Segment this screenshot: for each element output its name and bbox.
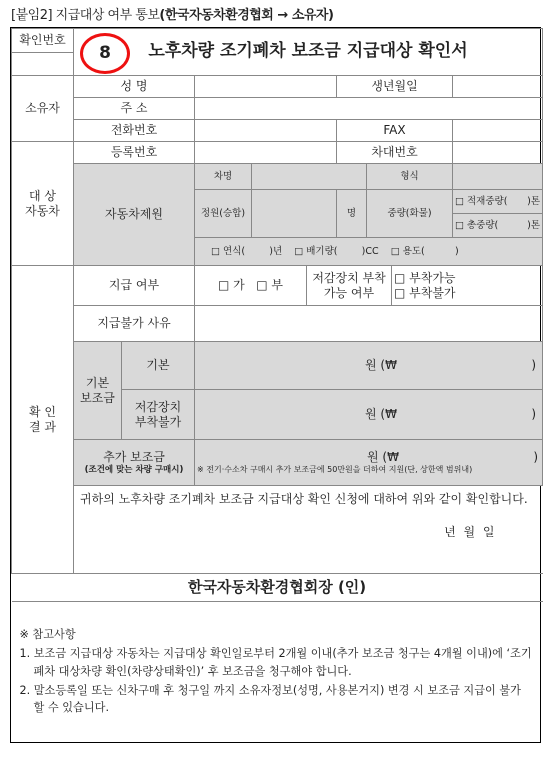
reason-label: 지급불가 사유 bbox=[74, 306, 195, 342]
number-circle: 8 bbox=[80, 33, 130, 74]
device-possible-l2: 가능 여부 bbox=[323, 285, 375, 300]
signer-row bbox=[12, 574, 543, 602]
address-label: 주 소 bbox=[74, 98, 195, 120]
header-bold: (한국자동차환경협회 → 소유자) bbox=[159, 8, 334, 23]
car-name-label: 차명 bbox=[195, 164, 252, 190]
notes-block bbox=[12, 602, 543, 755]
phone-label: 전화번호 bbox=[74, 120, 195, 142]
eligible-label: 지급 여부 bbox=[74, 266, 195, 306]
year-unit: )년 bbox=[269, 245, 283, 257]
form-title-cell bbox=[74, 29, 543, 76]
id-value-field[interactable] bbox=[12, 53, 74, 76]
device-possible-l1: 저감장치 부착 bbox=[312, 270, 386, 285]
eligible-no-checkbox[interactable]: □ 부 bbox=[256, 278, 283, 292]
basic-won: 원 (₩ bbox=[365, 358, 397, 372]
total-weight-label: □ 총중량( bbox=[455, 219, 499, 231]
confirm-block bbox=[74, 486, 543, 574]
vehicle-section-l2: 자동차 bbox=[25, 203, 60, 218]
basic-subsidy-group bbox=[74, 342, 122, 440]
extra-label: 추가 보조금 bbox=[103, 449, 165, 464]
notes-title: ※ 참고사항 bbox=[19, 628, 76, 641]
type-field[interactable] bbox=[453, 164, 543, 190]
reason-field[interactable] bbox=[195, 306, 543, 342]
confirm-text: 귀하의 노후차량 조기폐차 보조금 지급대상 확인 신청에 대하여 위와 같이 확인합니다. bbox=[80, 492, 528, 506]
car-name-field[interactable] bbox=[252, 164, 367, 190]
attach-no-checkbox[interactable]: □ 부착불가 bbox=[394, 285, 456, 300]
chassis-no-field[interactable] bbox=[453, 142, 543, 164]
device-no-l2: 부착불가 bbox=[134, 414, 182, 429]
id-label: 확인번호 bbox=[12, 29, 74, 53]
use-close: ) bbox=[454, 245, 459, 257]
header-text: 지급대상 여부 통보 bbox=[55, 8, 160, 23]
persons-unit: 명 bbox=[337, 190, 367, 238]
address-field[interactable] bbox=[195, 98, 543, 120]
result-section-l1: 확 인 bbox=[29, 404, 56, 419]
extra-note: (조건에 맞는 차량 구매시) bbox=[84, 464, 184, 475]
use-label: □ 용도( bbox=[390, 245, 425, 257]
device-no-won: 원 (₩ bbox=[365, 407, 397, 421]
device-no-amount-field[interactable] bbox=[195, 390, 543, 440]
fax-label: FAX bbox=[337, 120, 453, 142]
capacity-field[interactable] bbox=[252, 190, 337, 238]
load-weight-label: □ 적재중량( bbox=[455, 195, 508, 207]
form-table bbox=[11, 28, 543, 754]
device-no-label bbox=[122, 390, 195, 440]
birth-field[interactable] bbox=[453, 76, 543, 98]
basic-label: 기본 bbox=[122, 342, 195, 390]
basic-subsidy-l1: 기본 bbox=[85, 375, 110, 390]
year-label: □ 연식( bbox=[211, 245, 246, 257]
chassis-no-label: 차대번호 bbox=[337, 142, 453, 164]
owner-section: 소유자 bbox=[12, 76, 74, 142]
vehicle-section-l1: 대 상 bbox=[29, 188, 56, 203]
basic-subsidy-l2: 보조금 bbox=[80, 390, 115, 405]
note-1: 1. 보조금 지급대상 자동차는 지급대상 확인일로부터 2개월 이내(추가 보조금 청구는 4개월 이내)에 ‘조기폐차 대상차량 확인(차량상태확인)’ 후 보조금을 청구해야 합니다. bbox=[19, 647, 532, 678]
basic-paren: ) bbox=[531, 358, 536, 372]
birth-label: 생년월일 bbox=[337, 76, 453, 98]
extra-won: 원 (₩ bbox=[367, 450, 399, 464]
eligible-options[interactable] bbox=[195, 266, 307, 306]
attach-options[interactable] bbox=[392, 266, 543, 306]
date-line: 년 월 일 bbox=[444, 525, 497, 539]
ton-unit-1: )톤 bbox=[527, 195, 540, 207]
load-weight-field[interactable] bbox=[453, 190, 543, 214]
device-no-l1: 저감장치 bbox=[134, 399, 182, 414]
header-prefix: [붙임2] bbox=[11, 8, 53, 23]
reg-no-label: 등록번호 bbox=[74, 142, 195, 164]
extra-paren: ) bbox=[533, 450, 538, 464]
specs-label: 자동차제원 bbox=[74, 164, 195, 266]
note-2: 2. 말소등록일 또는 신차구매 후 청구일 까지 소유자정보(성명, 사용본거지) 변경 시 보조금 지급이 불가 할 수 있습니다. bbox=[19, 684, 521, 715]
total-weight-field[interactable] bbox=[453, 214, 543, 238]
form-frame bbox=[10, 27, 541, 743]
fax-field[interactable] bbox=[453, 120, 543, 142]
device-possible-label bbox=[307, 266, 392, 306]
weight-label: 중량(화물) bbox=[367, 190, 453, 238]
name-field[interactable] bbox=[195, 76, 337, 98]
year-disp-use-row[interactable] bbox=[195, 238, 543, 266]
name-label: 성 명 bbox=[74, 76, 195, 98]
form-title: 노후차량 조기폐차 보조금 지급대상 확인서 bbox=[148, 41, 468, 62]
result-section bbox=[12, 266, 74, 574]
basic-amount-field[interactable] bbox=[195, 342, 543, 390]
result-section-l2: 결 과 bbox=[29, 419, 56, 434]
extra-detail: ※ 전기·수소차 구매시 추가 보조금에 50만원을 더하여 지원(단, 상한액 범위내) bbox=[197, 465, 473, 474]
reg-no-field[interactable] bbox=[195, 142, 337, 164]
attach-ok-checkbox[interactable]: □ 부착가능 bbox=[394, 270, 456, 285]
ton-unit-2: )톤 bbox=[527, 219, 540, 231]
signer: 한국자동차환경협회장 (인) bbox=[187, 578, 367, 597]
capacity-label: 정원(승합) bbox=[195, 190, 252, 238]
extra-amount-field[interactable] bbox=[195, 440, 543, 486]
eligible-yes-checkbox[interactable]: □ 가 bbox=[218, 278, 245, 292]
device-no-paren: ) bbox=[531, 407, 536, 421]
type-label: 형식 bbox=[367, 164, 453, 190]
extra-subsidy-label bbox=[74, 440, 195, 486]
attachment-header bbox=[11, 4, 333, 23]
disp-label: □ 배기량( bbox=[294, 245, 338, 257]
vehicle-section bbox=[12, 142, 74, 266]
phone-field[interactable] bbox=[195, 120, 337, 142]
extra-amount-row bbox=[197, 450, 540, 465]
disp-unit: )CC bbox=[361, 245, 379, 257]
